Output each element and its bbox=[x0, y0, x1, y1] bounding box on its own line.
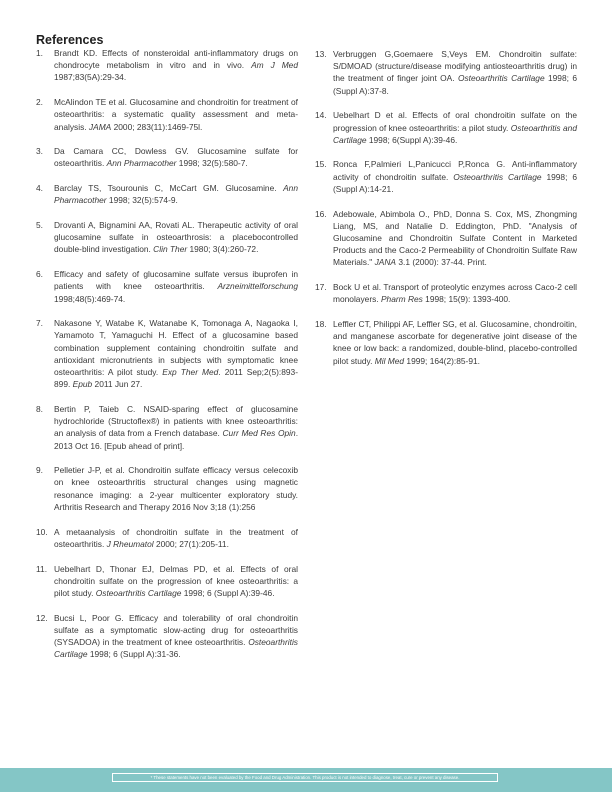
reference-text bbox=[333, 318, 577, 367]
citation-segment: 1987;83(5A):29-34. bbox=[54, 72, 127, 83]
journal-name: J Rheumatol bbox=[106, 538, 154, 549]
citation-segment: Brandt KD. Effects of nonsteroidal anti-inflammatory drugs on chondrocyte metabolism in vitro and in vivo. bbox=[54, 48, 298, 71]
reference-item bbox=[315, 281, 577, 305]
citation-segment: Efficacy and safety of glucosamine sulfate versus ibuprofen in patients with knee osteoarthritis. bbox=[54, 269, 298, 292]
reference-item bbox=[36, 403, 298, 452]
journal-name: Mil Med bbox=[374, 355, 405, 366]
citation-segment: 1998; 32(5):580-7. bbox=[176, 158, 248, 169]
reference-number: 4. bbox=[36, 183, 43, 194]
citation-segment: Drovanti A, Bignamini AA, Rovati AL. Therapeutic activity of oral glucosamine sulfate in osteoarthrosis: a placebocontrolled double-blind investigation. bbox=[54, 220, 298, 255]
reference-item bbox=[36, 145, 298, 169]
reference-text bbox=[54, 47, 298, 84]
journal-name: Osteoarthritis Cartilage bbox=[54, 637, 298, 660]
citation-segment: Barclay TS, Tsourounis C, McCart GM. Glucosamine. bbox=[54, 183, 284, 194]
journal-name: Osteoarthritis and Cartilage bbox=[333, 122, 577, 145]
reference-number: 15. bbox=[315, 159, 327, 170]
journal-name: Osteoarthritis Cartilage bbox=[453, 171, 542, 182]
journal-name: Epub bbox=[72, 379, 93, 390]
reference-text bbox=[54, 145, 298, 169]
citation-segment: . 2013 Oct 16. [Epub ahead of print]. bbox=[54, 428, 299, 451]
citation-segment: Adebowale, Abimbola O., PhD, Donna S. Cox, MS, Zhongming Liang, MS, and Natalie D. Eddington, PhD. "Analysis of Glucosamine and Chondroitin Sulfate Content in Marketed Products and the Caco-2 Permeability of Chondroitin Sulfate Raw Materials." bbox=[333, 208, 577, 268]
journal-name: Exp Ther Med bbox=[162, 367, 219, 378]
reference-text bbox=[333, 158, 577, 195]
citation-segment: 1998;48(5):469-74. bbox=[54, 293, 126, 304]
reference-item bbox=[315, 318, 577, 367]
reference-item bbox=[36, 317, 298, 390]
journal-name: JANA bbox=[374, 257, 397, 268]
citation-segment: Nakasone Y, Watabe K, Watanabe K, Tomonaga A, Nagaoka I, Yamamoto T, Yamaguchi H. Effect of a glucosamine based combination supplement containing chondroitin sulfate and antioxidant micronutrients in subjects with symptomatic knee osteoarthritis: A pilot study. bbox=[54, 318, 298, 378]
reference-item bbox=[315, 48, 577, 97]
citation-segment: 1999; 164(2):85-91. bbox=[404, 355, 480, 366]
reference-number: 5. bbox=[36, 220, 43, 231]
reference-text bbox=[333, 281, 577, 305]
citation-segment: Verbruggen G,Goemaere S,Veys EM. Chondroitin sulfate: S/DMOAD (structure/disease modifying antiosteoarthritis drug) in the treatment of finger joint OA. bbox=[333, 49, 577, 84]
reference-number: 13. bbox=[315, 49, 327, 59]
citation-segment: Pelletier J-P, et al. Chondroitin sulfate efficacy versus celecoxib on knee osteoarthritis structural changes using magnetic resonance imaging: a 2-year multicenter exploratory study. Arthritis Research and Therapy 2016 Nov 3;18 (1):256 bbox=[54, 465, 298, 512]
reference-item bbox=[315, 208, 577, 269]
reference-text bbox=[54, 526, 298, 550]
citation-segment: 3.1 (2000): 37-44. Print. bbox=[396, 257, 487, 268]
reference-number: 14. bbox=[315, 110, 327, 121]
journal-name: Clin Ther bbox=[153, 244, 188, 255]
reference-text bbox=[333, 208, 577, 269]
journal-name: Arzneimittelforschung bbox=[217, 281, 298, 292]
references-column-right bbox=[315, 48, 577, 379]
journal-name: Am J Med bbox=[251, 60, 298, 71]
citation-segment: Uebelhart D, Thonar EJ, Delmas PD, et al. Effects of oral chondroitin sulfate on the progression of knee osteoarthritis: a pilot study. bbox=[54, 563, 298, 598]
citation-segment: Bertin P, Taieb C. NSAID-sparing effect of glucosamine hydrochloride (Structoflex®) in patients with knee osteoarthritis: an analysis of data from a French database. bbox=[54, 403, 298, 439]
fda-disclaimer: * These statements have not been evaluated by the Food and Drug Administration. This product is not intended to diagnose, treat, cure or prevent any disease. bbox=[112, 773, 498, 782]
journal-name: Pharm Res bbox=[380, 294, 423, 305]
reference-text bbox=[54, 219, 298, 256]
journal-name: Curr Med Res Opin bbox=[222, 428, 296, 439]
citation-segment: Leffler CT, Philippi AF, Leffler SG, et al. Glucosamine, chondroitin, and manganese ascorbate for degenerative joint disease of the knee or low back: a randomized, double-blind, placebo-controlled pilot study. bbox=[333, 318, 577, 366]
references-column-left bbox=[36, 47, 298, 673]
reference-text bbox=[54, 563, 298, 600]
reference-number: 2. bbox=[36, 97, 43, 108]
citation-segment: Bucsi L, Poor G. Efficacy and tolerability of oral chondroitin sulfate as a symptomatic slow-acting drug for osteoarthritis (SYSADOA) in the treatment of knee osteoarthritis. bbox=[54, 612, 298, 648]
citation-segment: Ronca F,Palmieri L,Panicucci P,Ronca G. Anti-inflammatory activity of chondroitin sulfate. bbox=[333, 159, 577, 182]
reference-text bbox=[54, 317, 298, 390]
reference-item bbox=[315, 109, 577, 146]
reference-item bbox=[36, 182, 298, 206]
journal-name: Osteoarthritis Cartilage bbox=[457, 73, 545, 84]
reference-text bbox=[54, 96, 298, 133]
reference-number: 3. bbox=[36, 146, 43, 157]
reference-text bbox=[54, 612, 298, 661]
reference-number: 1. bbox=[36, 48, 43, 58]
reference-text bbox=[333, 109, 577, 146]
reference-item bbox=[36, 563, 298, 600]
reference-item bbox=[36, 526, 298, 550]
reference-number: 11. bbox=[36, 563, 48, 574]
reference-item bbox=[36, 612, 298, 661]
reference-number: 16. bbox=[315, 208, 327, 219]
reference-number: 10. bbox=[36, 526, 48, 537]
citation-segment: 2000; 283(11):1469-75l. bbox=[111, 121, 203, 132]
citation-segment: 1998; 32(5):574-9. bbox=[106, 195, 178, 206]
reference-number: 17. bbox=[315, 282, 327, 293]
journal-name: Ann Pharmacother bbox=[54, 183, 298, 206]
reference-text bbox=[54, 464, 298, 513]
citation-segment: Bock U et al. Transport of proteolytic enzymes across Caco-2 cell monolayers. bbox=[333, 282, 577, 305]
reference-number: 6. bbox=[36, 269, 43, 280]
citation-segment: 2011 Jun 27. bbox=[92, 379, 143, 390]
citation-segment: 1980; 3(4):260-72. bbox=[187, 244, 259, 255]
reference-number: 8. bbox=[36, 403, 43, 414]
reference-text bbox=[333, 48, 577, 97]
journal-name: Ann Pharmacother bbox=[106, 158, 177, 169]
reference-number: 18. bbox=[315, 318, 327, 329]
reference-text bbox=[54, 268, 298, 305]
citation-segment: 1998; 6 (Suppl A):39-46. bbox=[181, 587, 275, 598]
reference-number: 9. bbox=[36, 465, 43, 476]
reference-item bbox=[36, 96, 298, 133]
citation-segment: . 2011 Sep;2(5):893-899. bbox=[54, 367, 298, 390]
reference-item bbox=[36, 464, 298, 513]
citation-segment: 1998; 6(Suppl A):39-46. bbox=[366, 134, 458, 145]
reference-text bbox=[54, 182, 298, 206]
journal-name: Osteoarthritis Cartilage bbox=[95, 587, 182, 598]
citation-segment: McAlindon TE et al. Glucosamine and chondroitin for treatment of osteoarthritis: a systematic quality assessment and meta-analysis. bbox=[54, 97, 298, 132]
reference-item bbox=[36, 268, 298, 305]
citation-segment: 2000; 27(1):205-11. bbox=[153, 538, 229, 549]
footer-band bbox=[0, 768, 612, 792]
reference-item bbox=[36, 219, 298, 256]
reference-item bbox=[36, 47, 298, 84]
reference-number: 12. bbox=[36, 612, 48, 623]
citation-segment: 1998; 6 (Suppl A):31-36. bbox=[87, 649, 181, 660]
citation-segment: A metaanalysis of chondroitin sulfate in the treatment of osteoarthritis. bbox=[54, 526, 298, 549]
citation-segment: Da Camara CC, Dowless GV. Glucosamine sulfate for osteoarthritis. bbox=[54, 146, 298, 169]
reference-item bbox=[315, 158, 577, 195]
citation-segment: 1998; 15(9): 1393-400. bbox=[422, 294, 511, 305]
citation-segment: 1998; 6 (Suppl A):37-8. bbox=[333, 73, 577, 96]
citation-segment: 1998; 6 (Suppl A):14-21. bbox=[333, 171, 577, 194]
journal-name: JAMA bbox=[88, 121, 112, 132]
reference-number: 7. bbox=[36, 318, 43, 329]
reference-text bbox=[54, 403, 298, 452]
citation-segment: Uebelhart D et al. Effects of oral chondroitin sulfate on the progression of knee osteoarthritis: a pilot study. bbox=[333, 110, 577, 133]
references-heading: References bbox=[36, 33, 104, 47]
